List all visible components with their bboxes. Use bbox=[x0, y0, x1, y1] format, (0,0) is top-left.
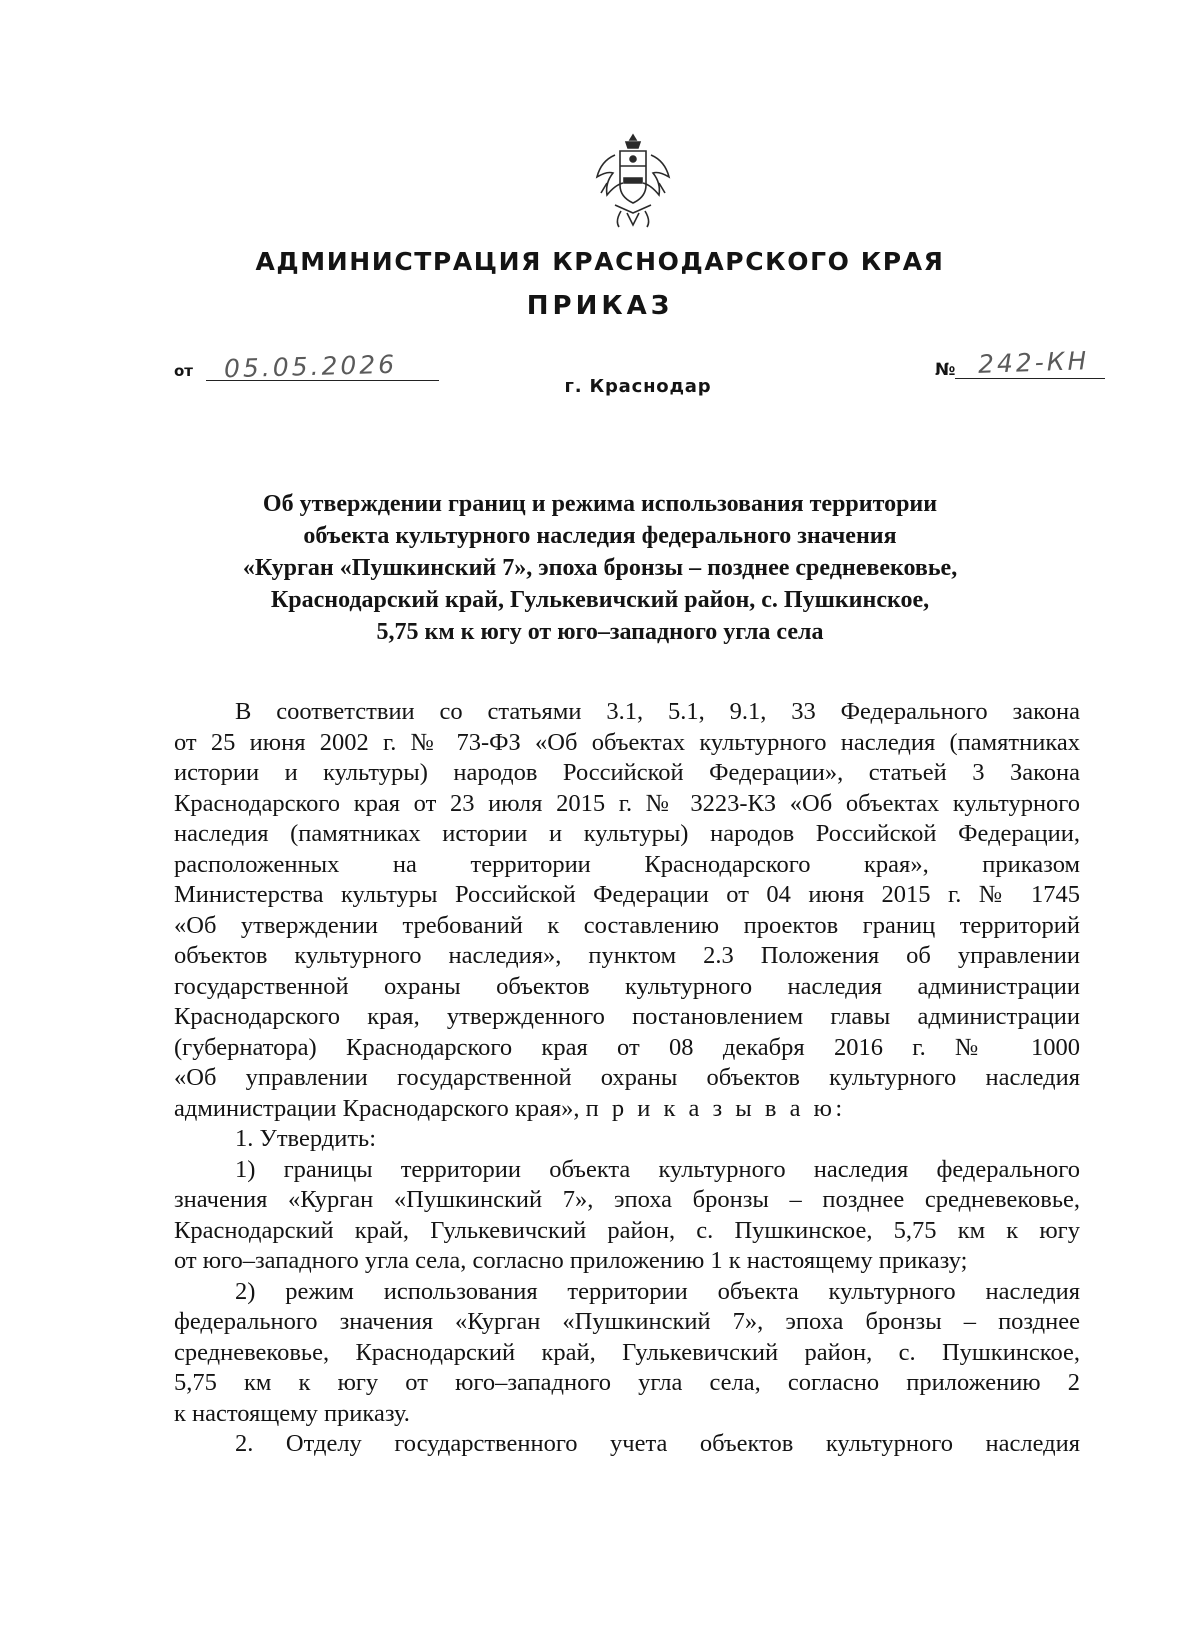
body-line: Краснодарский край, Гулькевичский район, с. Пушкинское, 5,75 км к югу bbox=[174, 1216, 1080, 1244]
body-line-order bbox=[174, 1094, 1080, 1125]
city-line bbox=[0, 376, 1200, 397]
handwritten-date: 05.05.2026 bbox=[223, 349, 398, 384]
body-line: «Об управлении государственной охраны объектов культурного наследия bbox=[174, 1064, 1080, 1091]
handwritten-number: 242-КН bbox=[977, 346, 1090, 379]
order-word: п р и к а з ы в а ю: bbox=[585, 1094, 846, 1122]
body-line: 1. Утвердить: bbox=[235, 1125, 377, 1152]
body-line: Министерства культуры Российской Федерации от 04 июня 2015 г. № 1745 bbox=[174, 881, 1080, 908]
body-line: наследия (памятниках истории и культуры) народов Российской Федерации, bbox=[174, 820, 1080, 847]
body-line: 2. Отделу государственного учета объектов культурного наследия bbox=[235, 1430, 1080, 1457]
body-line: государственной охраны объектов культурного наследия администрации bbox=[174, 972, 1080, 1000]
body-line: (губернатора) Краснодарского края от 08 декабря 2016 г. № 1000 bbox=[174, 1033, 1080, 1061]
subject-line: 5,75 км к югу от юго–западного угла села bbox=[376, 619, 824, 645]
document-type: ПРИКАЗ bbox=[526, 291, 674, 321]
body-line: федерального значения «Курган «Пушкинский 7», эпоха бронзы – позднее bbox=[174, 1308, 1080, 1335]
body-line: от 25 июня 2002 г. № 73-ФЗ «Об объектах культурного наследия (памятниках bbox=[174, 728, 1080, 756]
body-line: от юго–западного угла села, согласно приложению 1 к настоящему приказу; bbox=[174, 1247, 968, 1274]
body-line: объектов культурного наследия», пунктом 2.3 Положения об управлении bbox=[174, 942, 1080, 969]
body-line: истории и культуры) народов Российской Федерации», статьей 3 Закона bbox=[174, 759, 1080, 786]
subject-line: Об утверждении границ и режима использования территории bbox=[262, 491, 938, 517]
body-line: администрации Краснодарского края», bbox=[174, 1094, 580, 1122]
subject-line: Краснодарский край, Гулькевичский район, с. Пушкинское, bbox=[270, 587, 930, 613]
body-line: «Об утверждении требований к составлению проектов границ территорий bbox=[174, 911, 1080, 939]
body-line: В соответствии со статьями 3.1, 5.1, 9.1, 33 Федерального закона bbox=[235, 698, 1080, 725]
body-line: Краснодарского края от 23 июля 2015 г. № 3223-КЗ «Об объектах культурного bbox=[174, 789, 1080, 817]
body-line: расположенных на территории Краснодарского края», приказом bbox=[174, 850, 1080, 878]
date-label: от bbox=[174, 362, 193, 380]
body-line: 5,75 км к югу от юго–западного угла села, согласно приложению 2 bbox=[174, 1369, 1080, 1396]
body-line: значения «Курган «Пушкинский 7», эпоха бронзы – позднее средневековье, bbox=[174, 1186, 1080, 1213]
body-line: средневековье, Краснодарский край, Гулькевичский район, с. Пушкинское, bbox=[174, 1338, 1080, 1366]
issuer-title: АДМИНИСТРАЦИЯ КРАСНОДАРСКОГО КРАЯ bbox=[255, 247, 945, 276]
body-line: к настоящему приказу. bbox=[174, 1399, 410, 1427]
document-subject bbox=[150, 488, 1050, 648]
subject-line: «Курган «Пушкинский 7», эпоха бронзы – позднее средневековье, bbox=[242, 555, 958, 581]
coat-of-arms-icon bbox=[593, 133, 673, 228]
subject-line: объекта культурного наследия федерального значения bbox=[303, 523, 897, 549]
city: г. Краснодар bbox=[564, 376, 712, 397]
number-label: № bbox=[935, 360, 956, 380]
document-body bbox=[174, 697, 1080, 1460]
body-line: 1) границы территории объекта культурного наследия федерального bbox=[235, 1155, 1080, 1183]
body-line: 2) режим использования территории объекта культурного наследия bbox=[235, 1277, 1080, 1305]
body-line: Краснодарского края, утвержденного постановлением главы администрации bbox=[174, 1003, 1080, 1030]
